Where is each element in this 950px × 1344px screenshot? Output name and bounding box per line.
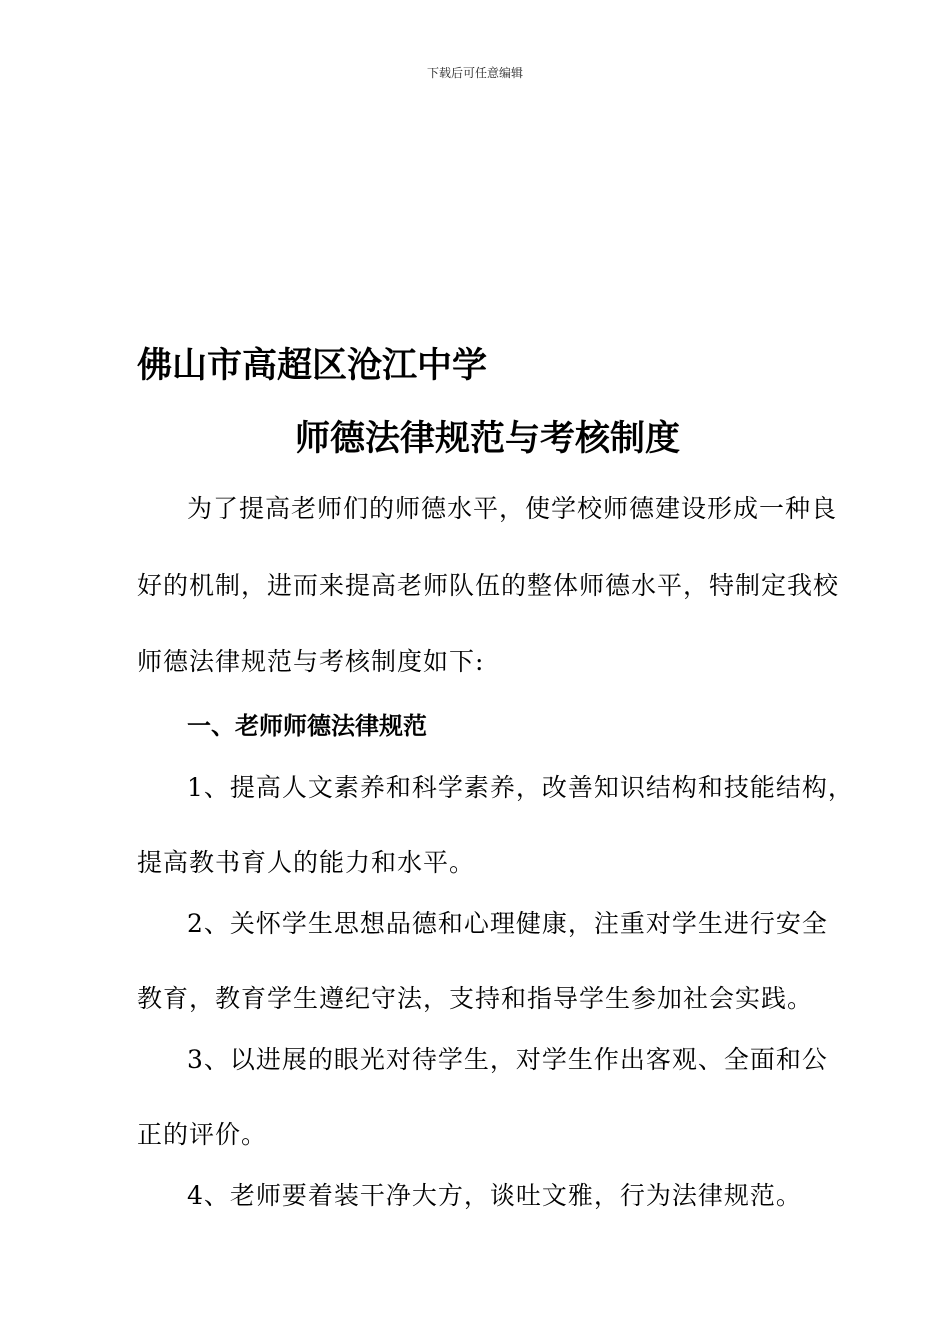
item-1-line-2: 提高教书育人的能力和水平。: [137, 848, 476, 877]
item-4-line-1: 4、老师要着装干净大方，谈吐文雅，行为法律规范。: [187, 1181, 802, 1210]
item-3-line-2: 正的评价。: [137, 1120, 268, 1149]
intro-line-2: 好的机制，进而来提高老师队伍的整体师德水平，特制定我校: [137, 571, 840, 600]
document-title-school: 佛山市高超区沧江中学: [137, 346, 488, 386]
item-2-line-2: 教育，教育学生遵纪守法，支持和指导学生参加社会实践。: [137, 984, 814, 1013]
item-1-line-1: 1、提高人文素养和科学素养，改善知识结构和技能结构，: [187, 773, 854, 802]
item-2-line-1: 2、关怀学生思想品德和心理健康，注重对学生进行安全: [187, 909, 828, 938]
page-header-note: 下载后可任意编辑: [426, 66, 523, 80]
intro-line-3: 师德法律规范与考核制度如下:: [137, 647, 485, 676]
section-heading-1: 一、老师师德法律规范: [187, 712, 427, 740]
item-3-line-1: 3、以进展的眼光对待学生，对学生作出客观、全面和公: [187, 1045, 828, 1074]
intro-line-1: 为了提高老师们的师德水平，使学校师德建设形成一种良: [187, 494, 838, 523]
document-title-regulation: 师德法律规范与考核制度: [295, 419, 681, 459]
